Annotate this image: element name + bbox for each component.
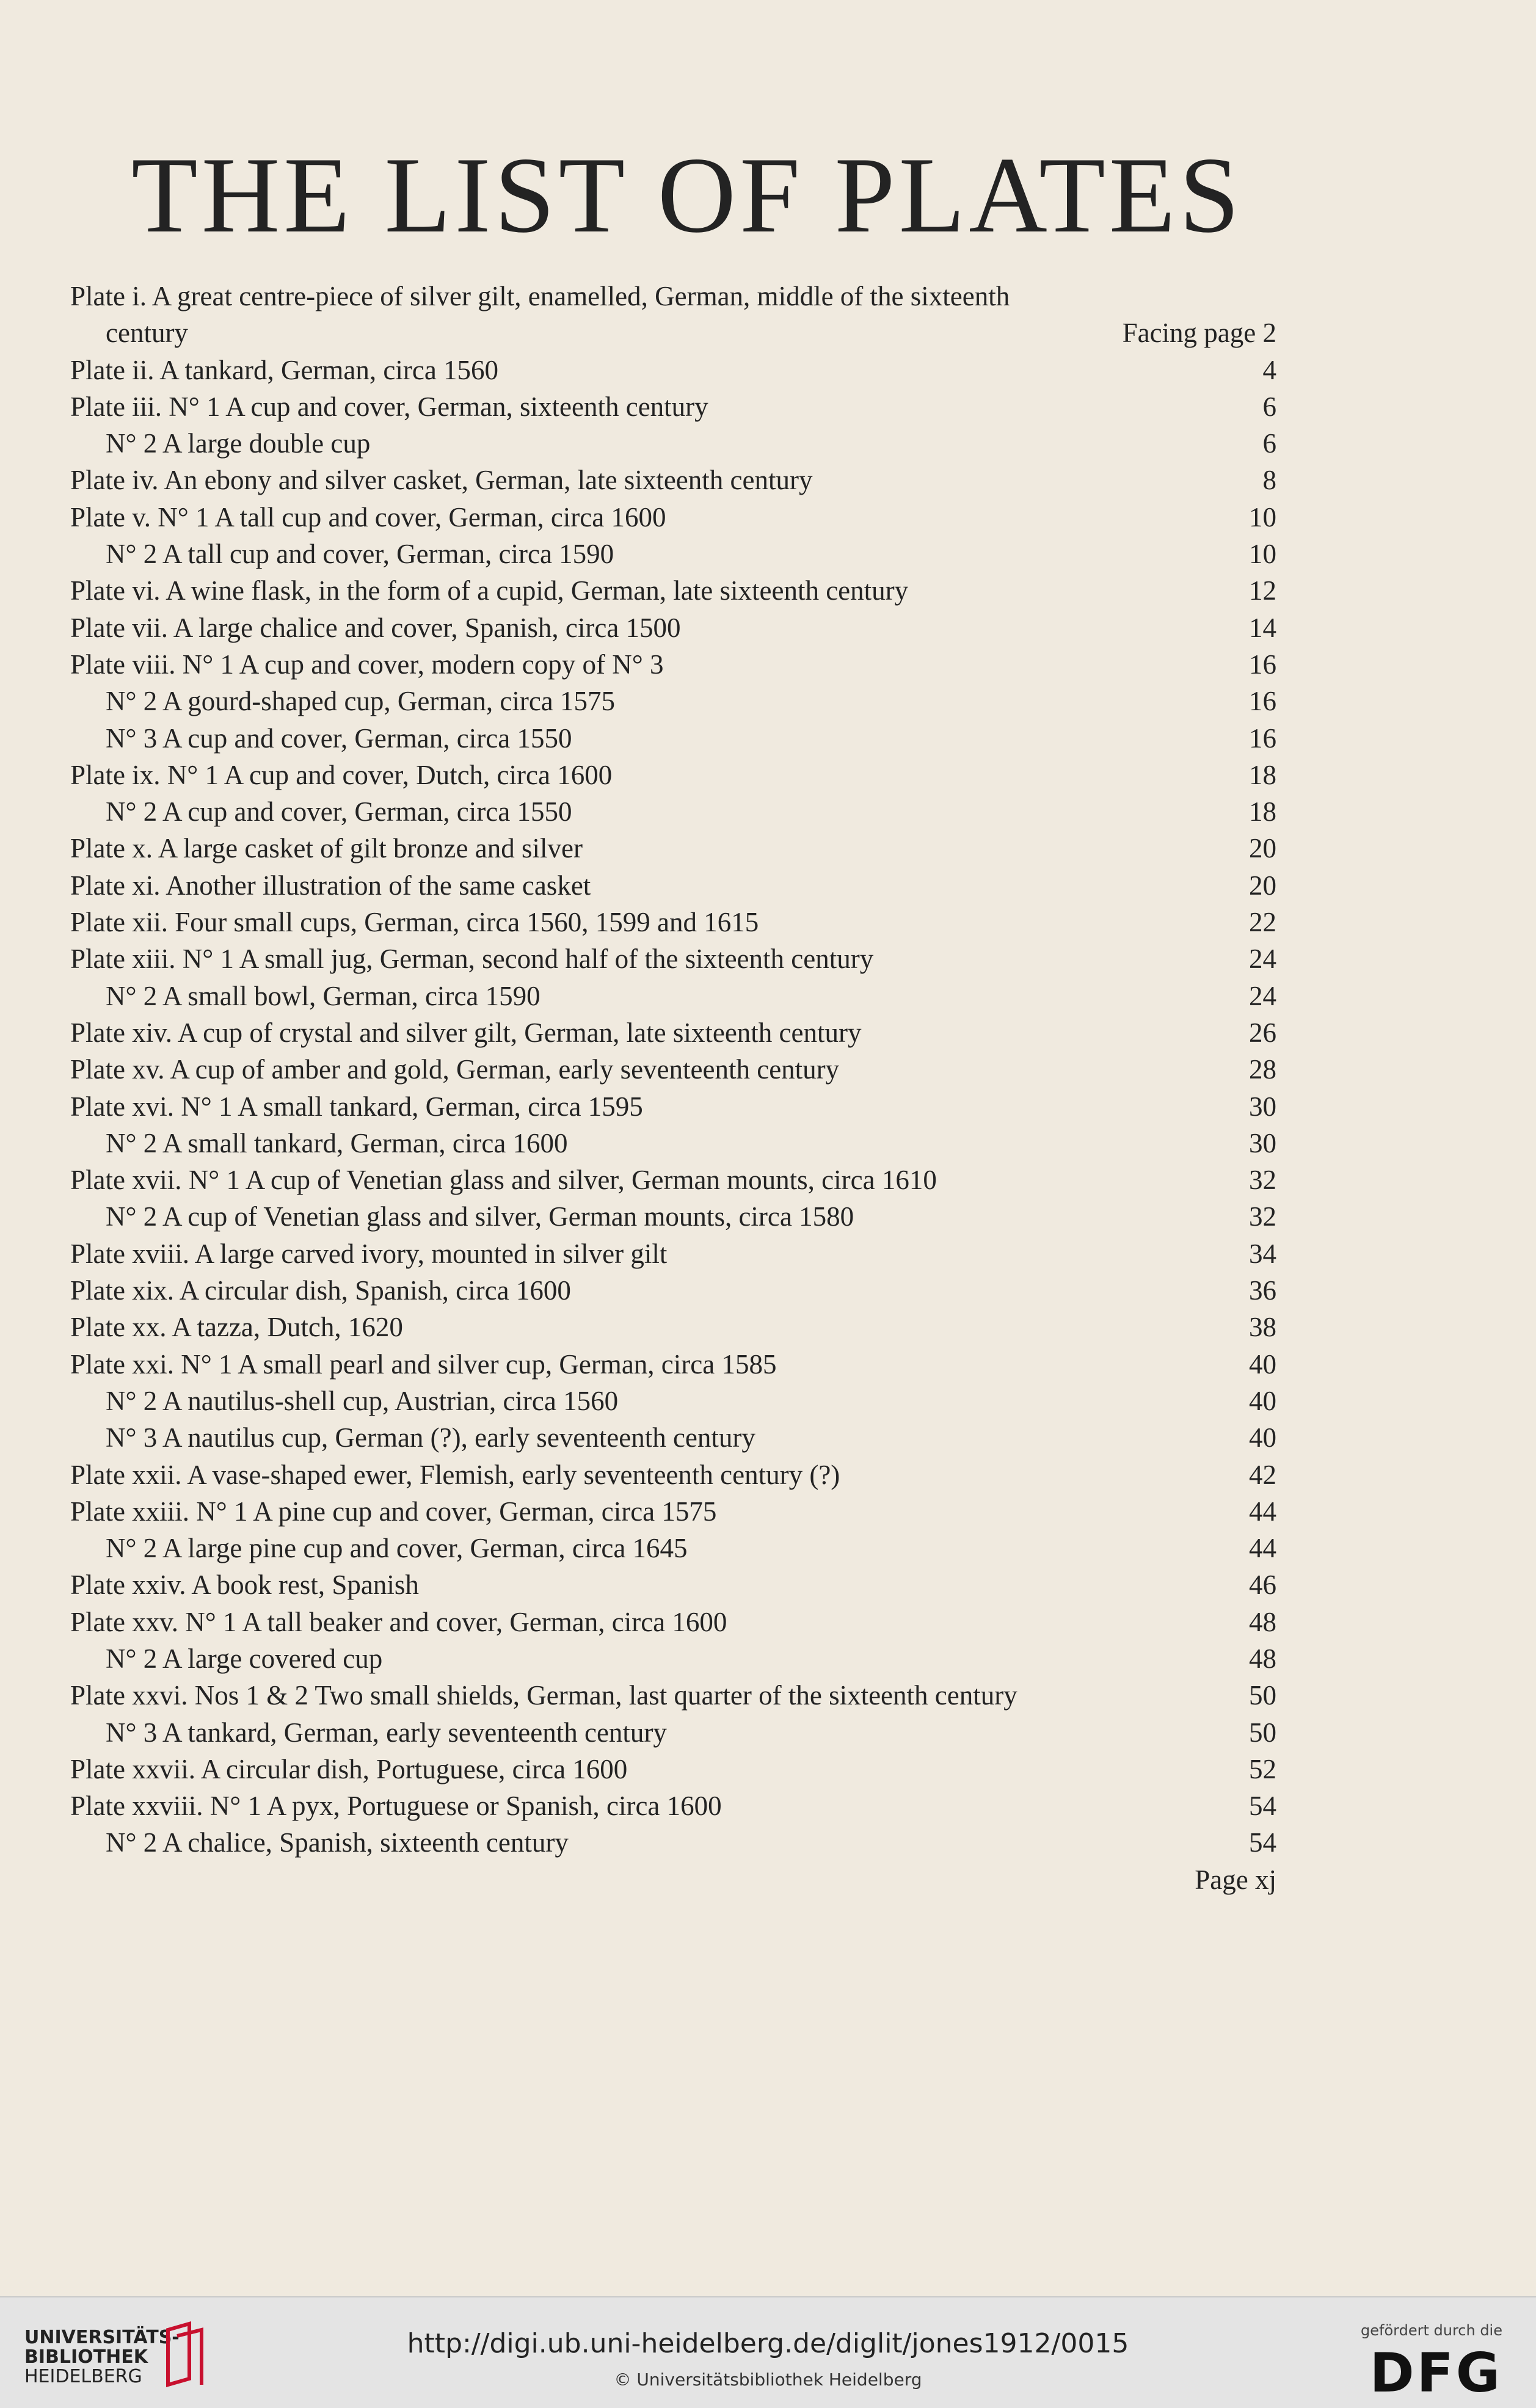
plate-page-number: 6 — [1262, 428, 1276, 459]
plate-page-number: 20 — [1249, 870, 1276, 901]
plate-description: Plate viii. N° 1 A cup and cover, modern copy of N° 3 — [70, 649, 664, 680]
plate-page-number: 40 — [1249, 1348, 1276, 1380]
plate-description: N° 2 A cup and cover, German, circa 1550 — [106, 796, 572, 828]
plate-entry — [70, 830, 1276, 867]
plate-entry — [70, 1714, 1276, 1751]
plate-description: Plate xi. Another illustration of the same casket — [70, 870, 591, 901]
library-name-line1: UNIVERSITÄTS- — [24, 2327, 180, 2348]
plate-page-number: 50 — [1249, 1717, 1276, 1748]
plate-page-number: 22 — [1249, 907, 1276, 938]
plate-description: Plate vii. A large chalice and cover, Spanish, circa 1500 — [70, 612, 681, 643]
plate-entry — [70, 1162, 1276, 1198]
plate-page-number: 36 — [1249, 1275, 1276, 1306]
plate-entry — [70, 1493, 1276, 1530]
plate-entry — [70, 1419, 1276, 1456]
plate-page-number: 8 — [1262, 465, 1276, 496]
plate-page-number: 14 — [1249, 612, 1276, 643]
plate-description: Plate ii. A tankard, German, circa 1560 — [70, 354, 499, 385]
plate-description: N° 2 A tall cup and cover, German, circa 1590 — [106, 539, 614, 570]
footer-bar — [0, 2296, 1536, 2408]
plate-description: N° 3 A tankard, German, early seventeenth century — [106, 1717, 667, 1748]
plate-entry — [70, 1824, 1276, 1861]
plate-entry — [70, 1604, 1276, 1640]
plate-page-number: 4 — [1262, 354, 1276, 385]
plate-entry — [70, 499, 1276, 536]
plate-entry — [70, 315, 1276, 351]
plate-entry — [70, 867, 1276, 904]
plate-description: N° 2 A large pine cup and cover, German, circa 1645 — [106, 1533, 688, 1564]
plate-page-number: 32 — [1249, 1165, 1276, 1196]
plate-description: Plate vi. A wine flask, in the form of a cupid, German, late sixteenth century — [70, 575, 909, 606]
plate-description: Plate xvi. N° 1 A small tankard, German, circa 1595 — [70, 1091, 643, 1122]
funding-note: gefördert durch die — [1361, 2322, 1502, 2339]
plate-entry — [70, 388, 1276, 425]
plate-page-number: 6 — [1262, 391, 1276, 422]
plate-entry — [70, 757, 1276, 793]
plate-page-number: 44 — [1249, 1533, 1276, 1564]
plate-page-number: 32 — [1249, 1201, 1276, 1232]
plate-description: N° 3 A nautilus cup, German (?), early seventeenth century — [106, 1422, 755, 1453]
plate-entry — [70, 1088, 1276, 1125]
plate-entry — [70, 1677, 1276, 1714]
plate-page-number: 48 — [1249, 1606, 1276, 1637]
plate-description: Plate xxv. N° 1 A tall beaker and cover, German, circa 1600 — [70, 1606, 727, 1637]
plate-entry — [70, 609, 1276, 646]
plate-description: N° 3 A cup and cover, German, circa 1550 — [106, 722, 572, 754]
plate-entry — [70, 1235, 1276, 1272]
plate-description: Plate xvii. N° 1 A cup of Venetian glass and silver, German mounts, circa 1610 — [70, 1165, 937, 1196]
plate-page-number: 52 — [1249, 1753, 1276, 1784]
library-name-line2: BIBLIOTHEK — [24, 2346, 148, 2368]
plate-page-number: 16 — [1249, 722, 1276, 754]
plate-description: century — [106, 318, 188, 349]
plate-entry — [70, 1014, 1276, 1051]
plate-description: N° 2 A small bowl, German, circa 1590 — [106, 980, 541, 1011]
plate-entry — [70, 1566, 1276, 1603]
plate-page-number: 48 — [1249, 1643, 1276, 1674]
plate-page-number: 18 — [1249, 796, 1276, 828]
plate-entry — [70, 536, 1276, 572]
plate-entry — [70, 278, 1276, 315]
plate-entry — [70, 904, 1276, 940]
plate-description: Plate i. A great centre-piece of silver gilt, enamelled, German, middle of the sixteenth — [70, 281, 1010, 311]
plate-entry — [70, 940, 1276, 977]
plate-description: Plate iv. An ebony and silver casket, German, late sixteenth century — [70, 465, 813, 496]
plate-entry — [70, 1383, 1276, 1419]
plate-description: Plate xiii. N° 1 A small jug, German, second half of the sixteenth century — [70, 944, 874, 975]
plate-description: N° 2 A chalice, Spanish, sixteenth century — [106, 1827, 569, 1858]
plate-description: Plate iii. N° 1 A cup and cover, German, sixteenth century — [70, 391, 708, 422]
plate-page-number: 24 — [1249, 980, 1276, 1011]
plate-description: Plate xxiv. A book rest, Spanish — [70, 1570, 419, 1601]
plate-description: Plate xxi. N° 1 A small pearl and silver cup, German, circa 1585 — [70, 1348, 777, 1380]
plate-description: Plate xv. A cup of amber and gold, German, early seventeenth century — [70, 1054, 840, 1085]
plate-page-number: 34 — [1249, 1238, 1276, 1269]
plate-description: N° 2 A cup of Venetian glass and silver, German mounts, circa 1580 — [106, 1201, 854, 1232]
plate-page-number: 44 — [1249, 1496, 1276, 1527]
plate-entry — [70, 1125, 1276, 1162]
plate-description: Plate xii. Four small cups, German, circa 1560, 1599 and 1615 — [70, 907, 759, 938]
plate-description: Plate xxvi. Nos 1 & 2 Two small shields, German, last quarter of the sixteenth century — [70, 1680, 1017, 1711]
plate-page-number: 10 — [1249, 501, 1276, 533]
copyright-notice: © Universitätsbibliothek Heidelberg — [614, 2370, 922, 2390]
plate-description: N° 2 A nautilus-shell cup, Austrian, circa 1560 — [106, 1385, 619, 1416]
plate-page-number: 28 — [1249, 1054, 1276, 1085]
plate-entry — [70, 1861, 1276, 1898]
plate-description: Plate xxvii. A circular dish, Portuguese, circa 1600 — [70, 1753, 628, 1784]
plate-page-number: Facing page 2 — [1122, 318, 1276, 349]
plate-page-number: 12 — [1249, 575, 1276, 606]
plate-page-number: 30 — [1249, 1127, 1276, 1159]
plate-description: Plate xxii. A vase-shaped ewer, Flemish, early seventeenth century (?) — [70, 1459, 840, 1490]
plate-entry — [70, 720, 1276, 757]
plate-entry — [70, 425, 1276, 462]
plate-page-number: 40 — [1249, 1385, 1276, 1416]
plate-description: Plate xxviii. N° 1 A pyx, Portuguese or Spanish, circa 1600 — [70, 1791, 722, 1822]
plate-entry — [70, 1751, 1276, 1788]
plate-entry — [70, 462, 1276, 498]
plate-page-number: 26 — [1249, 1017, 1276, 1048]
plate-description: N° 2 A large covered cup — [106, 1643, 383, 1674]
plate-entry — [70, 1272, 1276, 1309]
plate-page-number: 42 — [1249, 1459, 1276, 1490]
plate-page-number: 16 — [1249, 649, 1276, 680]
plate-description: Plate v. N° 1 A tall cup and cover, German, circa 1600 — [70, 501, 666, 533]
plate-page-number: 54 — [1249, 1827, 1276, 1858]
dfg-logo: DFG — [1369, 2341, 1502, 2404]
plate-description: Plate xx. A tazza, Dutch, 1620 — [70, 1312, 403, 1343]
plate-page-number: 46 — [1249, 1570, 1276, 1601]
page-title: THE LIST OF PLATES — [131, 134, 1243, 255]
plate-entry — [70, 793, 1276, 830]
plate-description: Plate xxiii. N° 1 A pine cup and cover, German, circa 1575 — [70, 1496, 717, 1527]
plate-description: N° 2 A large double cup — [106, 428, 371, 459]
plate-description: Plate x. A large casket of gilt bronze and silver — [70, 833, 583, 864]
plate-page-number: 38 — [1249, 1312, 1276, 1343]
plate-page-number: 40 — [1249, 1422, 1276, 1453]
plate-page-number: 20 — [1249, 833, 1276, 864]
plates-list — [70, 278, 1276, 1898]
plate-entry — [70, 1309, 1276, 1345]
plate-description: N° 2 A small tankard, German, circa 1600 — [106, 1127, 568, 1159]
plate-page-number: 54 — [1249, 1791, 1276, 1822]
plate-page-number: 24 — [1249, 944, 1276, 975]
plate-page-number: 18 — [1249, 759, 1276, 790]
plate-entry — [70, 978, 1276, 1014]
plate-description: N° 2 A gourd-shaped cup, German, circa 1575 — [106, 686, 616, 717]
plate-description: Plate xix. A circular dish, Spanish, circa 1600 — [70, 1275, 571, 1306]
plate-page-number: 30 — [1249, 1091, 1276, 1122]
plate-entry — [70, 1788, 1276, 1824]
plate-entry — [70, 1346, 1276, 1383]
plate-entry — [70, 1051, 1276, 1088]
plate-entry — [70, 683, 1276, 719]
plate-entry — [70, 1198, 1276, 1235]
plate-entry — [70, 646, 1276, 683]
plate-entry — [70, 1457, 1276, 1493]
plate-entry — [70, 1530, 1276, 1566]
plate-description: Plate xiv. A cup of crystal and silver gilt, German, late sixteenth century — [70, 1017, 862, 1048]
plate-description: Plate xviii. A large carved ivory, mounted in silver gilt — [70, 1238, 668, 1269]
plate-entry — [70, 352, 1276, 388]
library-name-line3: HEIDELBERG — [24, 2366, 142, 2387]
plate-page-number: 10 — [1249, 539, 1276, 570]
plate-page-number: Page xj — [1195, 1864, 1276, 1895]
plate-description: Plate ix. N° 1 A cup and cover, Dutch, circa 1600 — [70, 759, 613, 790]
plate-entry — [70, 572, 1276, 609]
plate-page-number: 50 — [1249, 1680, 1276, 1711]
page-url-link[interactable]: http://digi.ub.uni-heidelberg.de/diglit/jones1912/0015 — [407, 2328, 1129, 2359]
plate-entry — [70, 1640, 1276, 1677]
plate-page-number: 16 — [1249, 686, 1276, 717]
